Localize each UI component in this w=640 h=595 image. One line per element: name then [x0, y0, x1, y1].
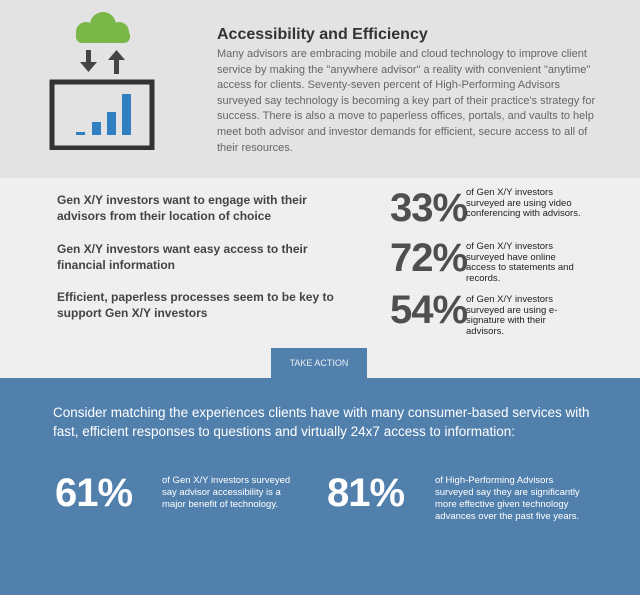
stat-percent: 72% [390, 236, 468, 280]
consider-text: Consider matching the experiences clients have with many consumer-based services with fast, efficient responses to questions and virtually 24x7 access to information: [53, 405, 590, 439]
section-title: Accessibility and Efficiency [217, 26, 428, 43]
section-body: Many advisors are embracing mobile and cloud technology to improve client service by making the "anywhere advisor" a reality with convenient "anytime" access for clients. Seventy-seven percent of High-Performing Advisors surveyed say technology is becoming a key part of their practice's strategy for success. There is also a move to paperless offices, portals, and vaults to help meet both advisor and investor demands for efficient, secure access to all of their resources. [217, 48, 596, 154]
stat-statement: Gen X/Y investors want easy access to their financial information [57, 242, 308, 272]
upload-arrow-icon [108, 50, 125, 74]
stat-statement: Efficient, paperless processes seem to be key to support Gen X/Y investors [57, 290, 334, 320]
stat-percent: 61% [55, 471, 133, 515]
monitor-icon [52, 82, 152, 148]
stat-percent: 33% [390, 186, 468, 230]
stat-percent: 81% [327, 471, 405, 515]
stat-note: of High-Performing Advisors surveyed say they are significantly more effective given technology advances over the past five years. [435, 475, 580, 522]
stat-note: of Gen X/Y investors surveyed have online access to statements and records. [466, 241, 574, 284]
cloud-icon [76, 12, 130, 43]
stat-statement: Gen X/Y investors want to engage with their advisors from their location of choice [57, 193, 307, 223]
stat-note: of Gen X/Y investors surveyed say advisor accessibility is a major benefit of technology. [162, 475, 291, 510]
cloud-sync-monitor-icon [48, 10, 158, 150]
stat-note: of Gen X/Y investors surveyed are using video conferencing with advisors. [466, 187, 581, 219]
download-arrow-icon [80, 50, 97, 72]
stat-percent: 54% [390, 288, 468, 332]
stat-note: of Gen X/Y investors surveyed are using e-signature with their advisors. [466, 294, 558, 337]
take-action-button[interactable]: TAKE ACTION [271, 348, 367, 378]
